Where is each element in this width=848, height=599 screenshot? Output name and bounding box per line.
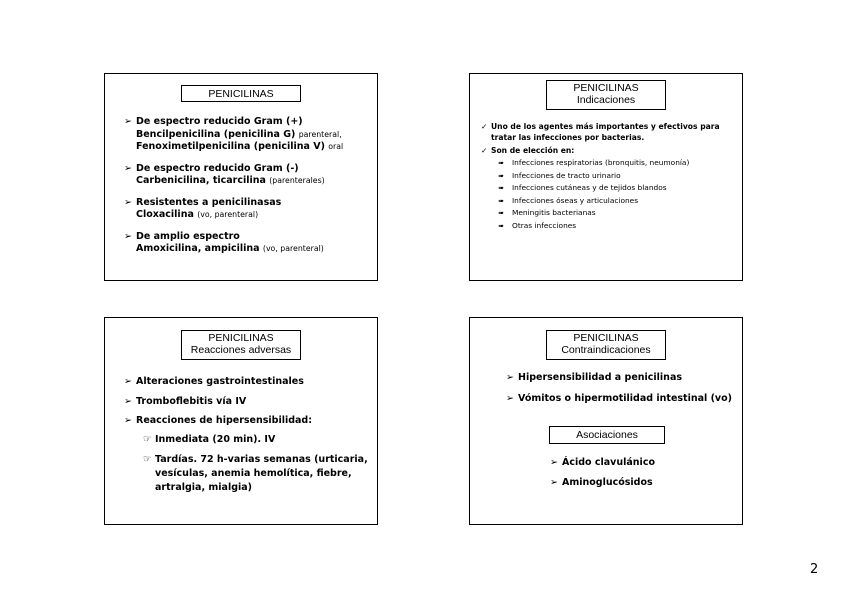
list-item: [506, 393, 742, 406]
hand-icon: ☞: [143, 453, 152, 465]
arrow-icon: ➢: [550, 476, 558, 488]
title-text: PENICILINAS: [573, 82, 639, 94]
arrow-icon: ➢: [124, 196, 132, 208]
item-text: Ácido clavulánico: [562, 457, 655, 468]
check-icon: ✓: [481, 122, 488, 131]
list-item: [124, 396, 374, 409]
item-text: Otras infecciones: [512, 220, 577, 230]
list-item: [124, 163, 374, 188]
slide-reacciones-adversas: [104, 317, 378, 525]
double-arrow-icon: ➠: [498, 209, 504, 218]
group-heading: Resistentes a penicilinasas: [136, 196, 282, 208]
group-line: Carbenicilina, ticarcilina (parenterales): [136, 175, 325, 186]
title-text: PENICILINAS: [573, 332, 639, 344]
list-item: [506, 372, 742, 385]
item-text: Hipersensibilidad a penicilinas: [518, 372, 683, 383]
arrow-icon: ➢: [124, 376, 132, 387]
item-text: Infecciones cutáneas y de tejidos blandos: [512, 183, 667, 193]
slide-contraindicaciones: [469, 317, 743, 525]
list-item: [498, 170, 738, 183]
list-item: [143, 453, 371, 495]
slide-penicilinas: [104, 73, 378, 281]
list-item: [143, 434, 371, 447]
point-text: Uno de los agentes más importantes y efectivos para tratar las infecciones por bacterias.: [491, 122, 720, 142]
list-item: [498, 195, 738, 208]
double-arrow-icon: ➠: [498, 196, 504, 205]
arrow-icon: ➢: [124, 230, 132, 242]
indications-list: [481, 121, 736, 156]
list-item: [124, 376, 374, 389]
double-arrow-icon: ➠: [498, 184, 504, 193]
group-line: Cloxacilina (vo, parenteral): [136, 209, 259, 220]
item-text: Vómitos o hipermotilidad intestinal (vo): [518, 392, 732, 404]
list-item: [124, 415, 374, 428]
associations-title: [549, 426, 665, 444]
list-item: [498, 220, 738, 233]
list-item: [498, 157, 738, 170]
item-text: Infecciones óseas y articulaciones: [512, 195, 639, 205]
list-item: [498, 207, 738, 220]
slide-title: [181, 85, 301, 102]
slide-title: [546, 80, 666, 110]
item-text: Inmediata (20 min). IV: [155, 434, 276, 445]
arrow-icon: ➢: [124, 395, 132, 407]
group-heading: De amplio espectro: [136, 230, 240, 242]
slide-title: [546, 330, 666, 360]
item-text: Meningitis bacterianas: [512, 208, 596, 218]
item-text: Infecciones de tracto urinario: [512, 170, 621, 180]
list-item: [550, 477, 730, 490]
item-text: Aminoglucósidos: [562, 476, 653, 488]
list-item: [498, 182, 738, 195]
slide-title: [181, 330, 301, 360]
arrow-icon: ➢: [550, 457, 558, 468]
associations-list: [550, 457, 730, 489]
group-line: Amoxicilina, ampicilina (vo, parenteral): [136, 243, 324, 254]
list-item: [550, 457, 730, 470]
arrow-icon: ➢: [124, 162, 132, 174]
hypersensitivity-sublist: [143, 434, 371, 495]
title-text: Asociaciones: [576, 429, 638, 441]
double-arrow-icon: ➠: [498, 159, 504, 167]
list-item: [481, 121, 736, 143]
subtitle-text: Indicaciones: [576, 94, 636, 106]
group-heading: De espectro reducido Gram (+): [136, 116, 303, 127]
check-icon: ✓: [481, 146, 488, 155]
double-arrow-icon: ➠: [498, 171, 504, 180]
group-heading: De espectro reducido Gram (-): [136, 162, 299, 174]
arrow-icon: ➢: [506, 392, 514, 404]
adverse-list: [124, 376, 374, 434]
arrow-icon: ➢: [124, 116, 132, 127]
item-text: Infecciones respiratorias (bronquitis, neumonía): [512, 158, 690, 167]
list-item: [124, 197, 374, 222]
double-arrow-icon: ➠: [498, 221, 504, 230]
list-item: [124, 116, 374, 154]
item-text: Tardías. 72 h-varias semanas (urticaria, vesículas, anemia hemolítica, fiebre, artralgia, mialgia): [155, 453, 368, 493]
group-line: Fenoximetilpenicilina (penicilina V) oral: [136, 141, 344, 152]
title-text: PENICILINAS: [208, 88, 274, 100]
arrow-icon: ➢: [124, 415, 132, 426]
item-text: Alteraciones gastrointestinales: [136, 376, 304, 387]
infections-list: [498, 157, 738, 233]
arrow-icon: ➢: [506, 372, 514, 383]
title-text: PENICILINAS: [208, 332, 274, 344]
point-text: Son de elección en:: [491, 146, 575, 155]
list-item: [481, 145, 736, 156]
group-line: Bencilpenicilina (penicilina G) parenteral,: [136, 128, 342, 140]
item-text: Reacciones de hipersensibilidad:: [136, 415, 313, 426]
subtitle-text: Reacciones adversas: [190, 344, 292, 356]
slide-indicaciones: [469, 73, 743, 281]
contraindications-list: [506, 372, 742, 405]
spectrum-list: [124, 116, 374, 256]
subtitle-text: Contraindicaciones: [561, 344, 651, 356]
item-text: Tromboflebitis vía IV: [136, 395, 247, 407]
list-item: [124, 231, 374, 256]
hand-icon: ☞: [143, 434, 152, 445]
page-number: 2: [810, 562, 819, 577]
